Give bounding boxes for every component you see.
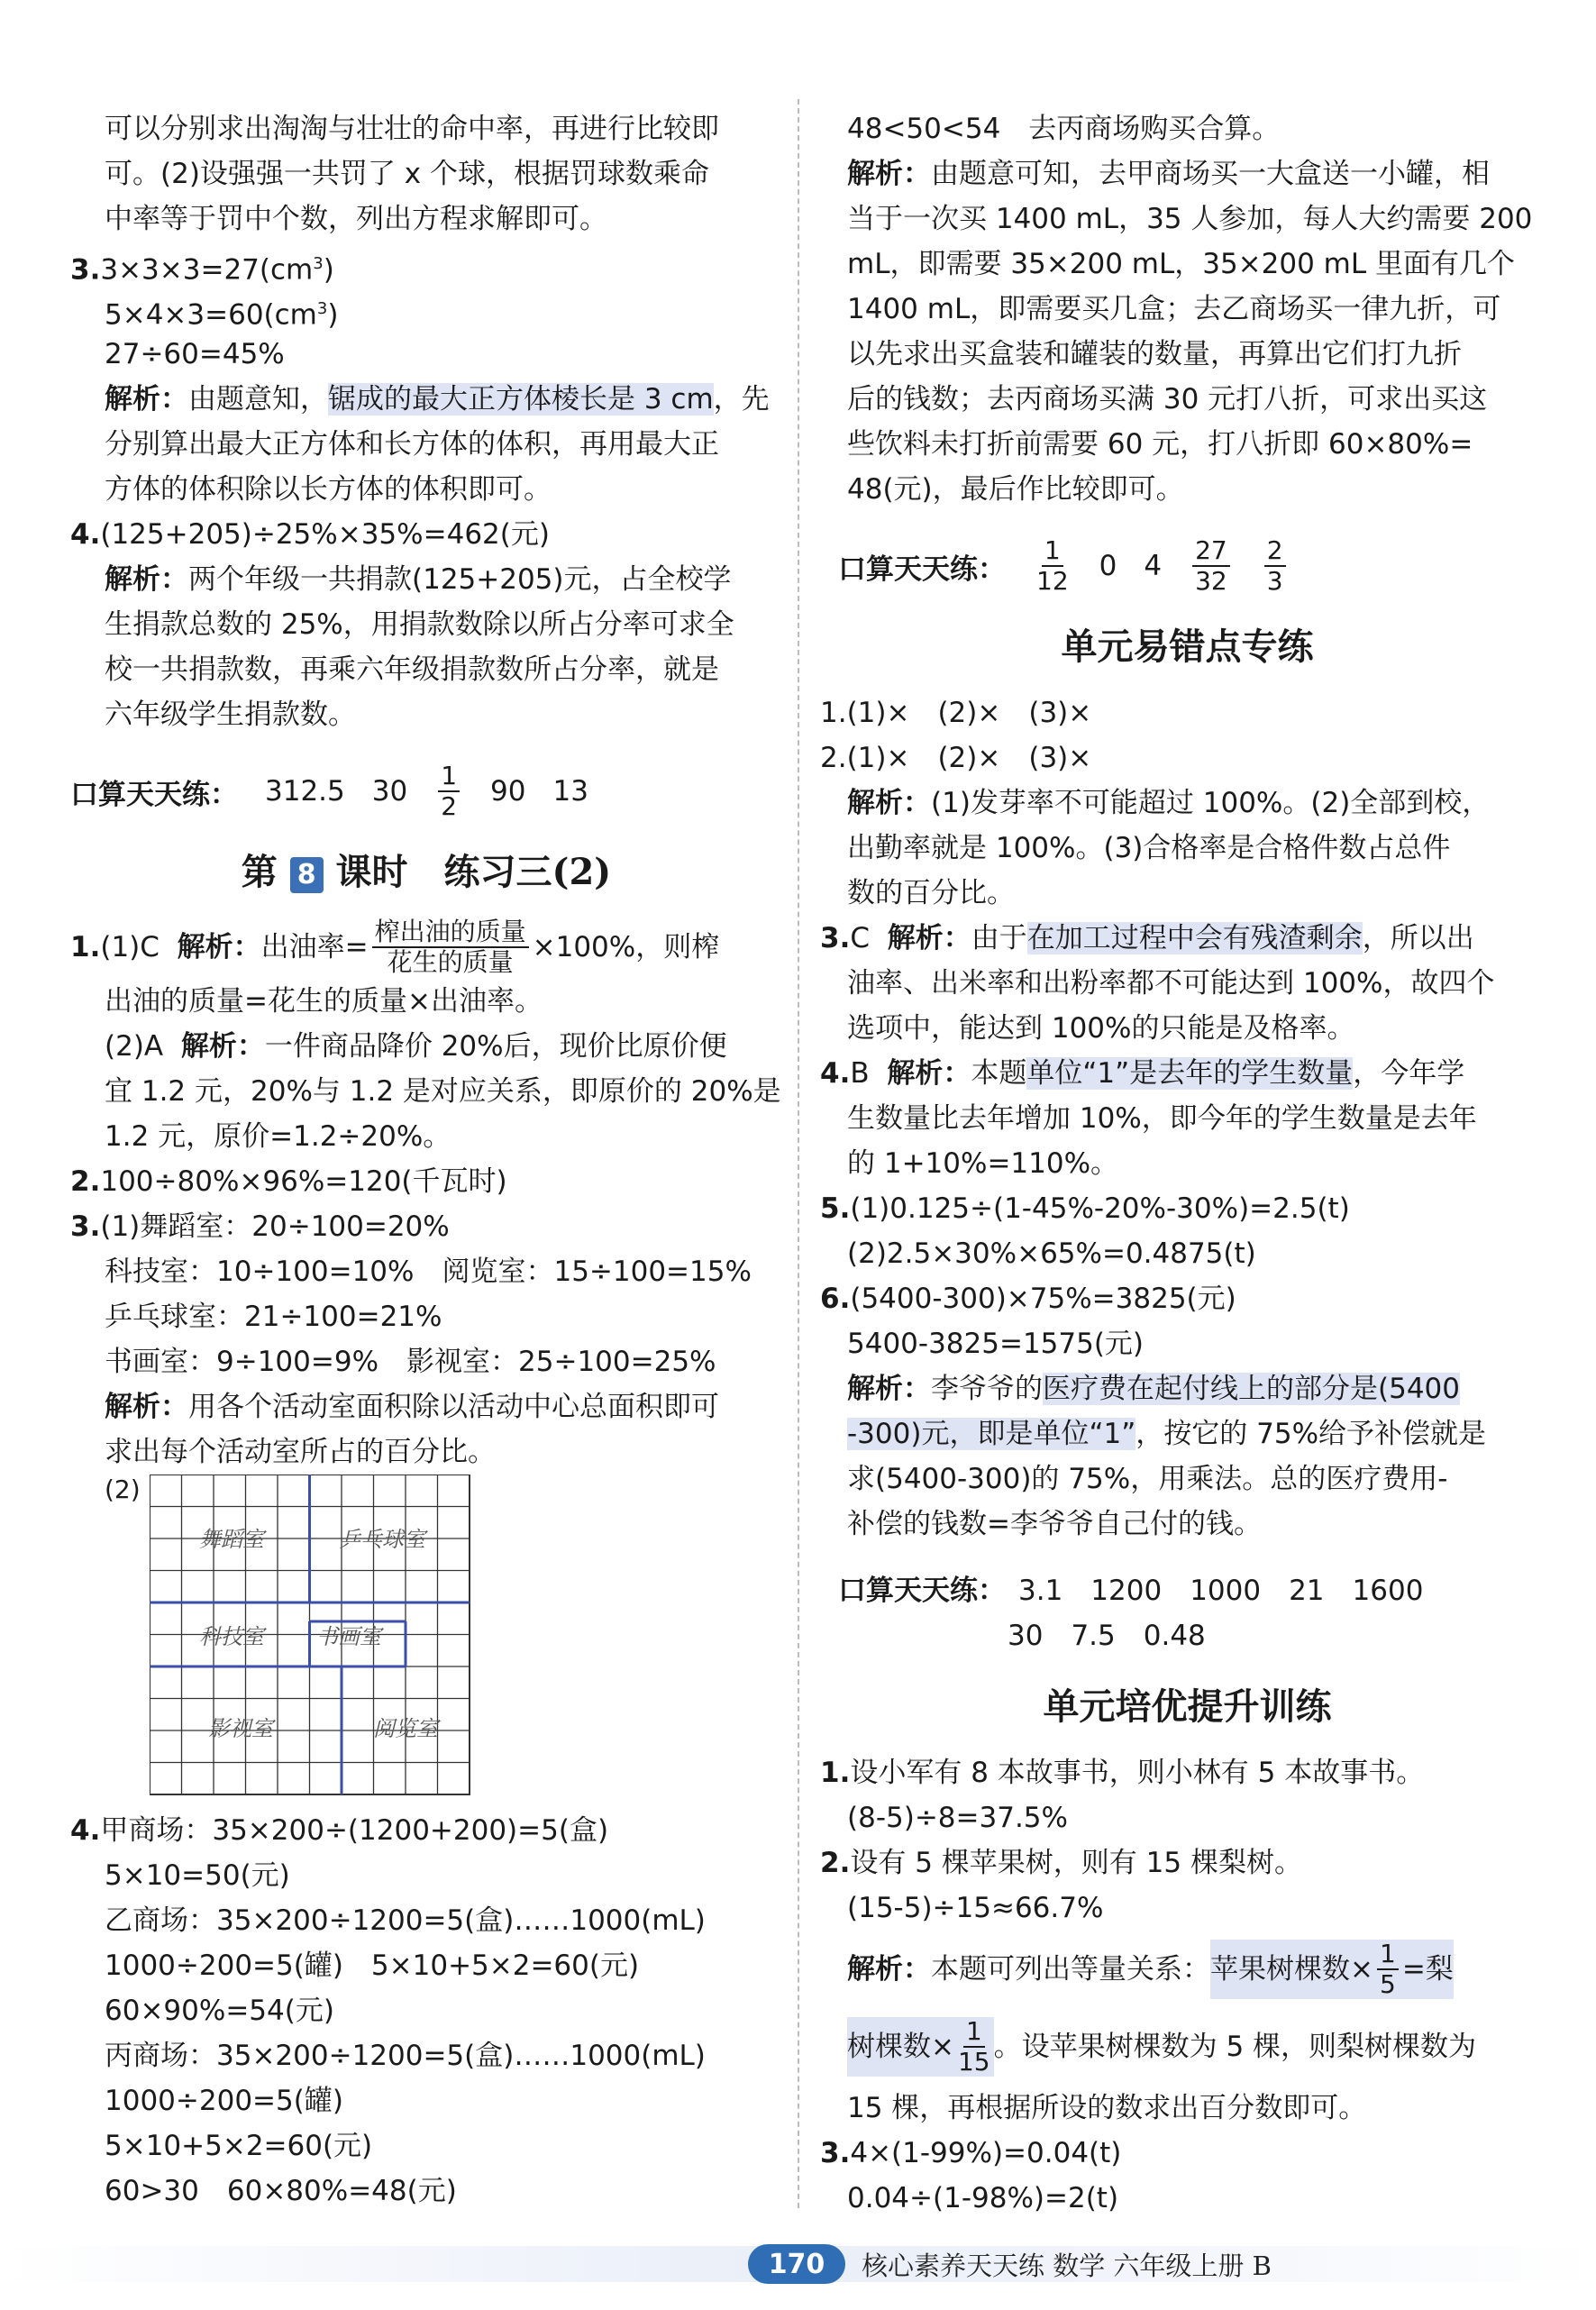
column-divider <box>798 99 799 2208</box>
text-line: 中率等于罚中个数，列出方程求解即可。 <box>105 203 607 235</box>
left-column <box>70 106 782 2214</box>
text-line: 5×10=50(元) <box>105 1859 290 1892</box>
text-line: 15 棵，再根据所设的数求出百分数即可。 <box>847 2092 1367 2124</box>
fraction: 榨出油的质量 花生的质量 <box>372 918 529 977</box>
text-line: 补偿的钱数=李爷爷自己付的钱。 <box>847 1508 1262 1540</box>
text-line: 48(元)，最后作比较即可。 <box>847 473 1184 506</box>
text-line: 树棵数× $\frac{1}{15}$ 。设苹果树棵数为 5 棵，则梨树棵数为 <box>847 2016 1477 2077</box>
grid-diagram <box>150 1475 528 1808</box>
fraction: 2 3 <box>1264 536 1286 596</box>
oral-practice: 口算天天练： 1 12 0 4 27 32 2 3 <box>838 537 1528 595</box>
text-line: 校一共捐款数，再乘六年级捐款数所占分率，就是 <box>105 653 719 686</box>
book-title: 核心素养天天练 数学 六年级上册 B <box>862 2250 1272 2281</box>
answer-3: 3.C 解析：由于在加工过程中会有残渣剩余，所以出 <box>820 922 1474 954</box>
text-line: 后的钱数；去丙商场买满 30 元打八折，可求出买这 <box>847 383 1488 415</box>
text-line: 科技室：10÷100=10% 阅览室：15÷100=15% <box>105 1255 752 1288</box>
text-line: 些饮料未打折前需要 60 元，打八折即 60×80%= <box>847 428 1473 461</box>
analysis: 解析：两个年级一共捐款(125+205)元，占全校学 <box>105 563 732 596</box>
section-title: 单元易错点专练 <box>1061 625 1314 668</box>
text-line: 出勤率就是 100%。(3)合格率是合格件数占总件 <box>847 832 1451 864</box>
text-line: 油率、出米率和出粉率都不可能达到 100%，故四个 <box>847 967 1495 1000</box>
lesson-answer-3: 3.(1)舞蹈室：20÷100=20% <box>70 1210 450 1243</box>
text-line: 1.2 元，原价=1.2÷20%。 <box>105 1120 451 1153</box>
text-line: 1000÷200=5(罐) 5×10+5×2=60(元) <box>105 1949 640 1982</box>
fraction: 27 32 <box>1192 536 1230 596</box>
text-line: 书画室：9÷100=9% 影视室：25÷100=25% <box>105 1346 716 1378</box>
text-line: 60>30 60×80%=48(元) <box>105 2175 457 2207</box>
lesson-answer-4: 4.甲商场：35×200÷(1200+200)=5(盒) <box>70 1814 609 1847</box>
lesson-title: 第 8 课时 练习三(2) <box>241 851 612 893</box>
fraction: $\frac{1}{5}$ <box>1377 1940 1399 1999</box>
text-line: 的 1+10%=110%。 <box>847 1147 1119 1180</box>
fraction: 1 12 <box>1036 535 1069 596</box>
fraction: 1 2 <box>438 762 460 821</box>
room-label: 舞蹈室 <box>199 1527 264 1552</box>
text-line: 可以分别求出淘淘与壮壮的命中率，再进行比较即 <box>105 113 719 145</box>
room-label: 影视室 <box>208 1716 273 1741</box>
text-line: 选项中，能达到 100%的只能是及格率。 <box>847 1012 1355 1045</box>
highlight: 锯成的最大正方体棱长是 3 cm <box>328 383 714 415</box>
highlight: 医疗费在起付线上的部分是(5400 <box>1043 1373 1460 1405</box>
lesson-answer-1: 1. (1)C 解析： 出油率= 榨出油的质量 花生的质量 ×100%，则榨 <box>70 917 720 977</box>
text-line: (2)2.5×30%×65%=0.4875(t) <box>847 1237 1256 1270</box>
analysis: 解析： 本题可列出等量关系： 苹果树棵数× $\frac{1}{5}$ =梨 <box>847 1939 1454 1999</box>
highlight: 在加工过程中会有残渣剩余 <box>1026 922 1363 954</box>
text-line: 5×10+5×2=60(元) <box>105 2130 373 2162</box>
text-line: 丙商场：35×200÷1200=5(盒)……1000(mL) <box>105 2040 706 2072</box>
text-line: 方体的体积除以长方体的体积即可。 <box>105 473 552 506</box>
answer-5: 5.(1)0.125÷(1-45%-20%-30%)=2.5(t) <box>820 1192 1350 1225</box>
analysis: 解析：由题意可知，去甲商场买一大盒送一小罐，相 <box>847 158 1490 190</box>
text-line: -300)元，即是单位“1”，按它的 75%给予补偿就是 <box>847 1418 1487 1450</box>
text-line: (15-5)÷15≈66.7% <box>847 1892 1104 1924</box>
oral-practice: 口算天天练： 3.1 1200 1000 21 1600 30 7.5 0.48 <box>838 1575 1424 1652</box>
text-line: 48<50<54 去丙商场购买合算。 <box>847 113 1281 145</box>
text-line: 可。(2)设强强一共罚了 x 个球，根据罚球数乘命 <box>105 158 709 190</box>
right-column <box>820 106 1533 2221</box>
text-line: 1400 mL，即需要买几盒；去乙商场买一律九折，可 <box>847 293 1501 325</box>
text-line: 1000÷200=5(罐) <box>105 2085 343 2117</box>
highlight: -300)元，即是单位“1” <box>847 1418 1136 1450</box>
text-line: 27÷60=45% <box>105 338 285 370</box>
text-line: mL，即需要 35×200 mL，35×200 mL 里面有几个 <box>847 248 1516 280</box>
text-line: 宜 1.2 元，20%与 1.2 是对应关系，即原价的 20%是 <box>105 1075 781 1108</box>
text-line: 2.(1)× (2)× (3)× <box>820 742 1092 774</box>
text-line: 当于一次买 1400 mL，35 人参加，每人大约需要 200 <box>847 203 1533 235</box>
text-line: 出油的质量=花生的质量×出油率。 <box>105 985 543 1018</box>
text-line: $5\times 4\times 3=60(cm^3)$ <box>105 298 339 332</box>
text-line: 0.04÷(1-98%)=2(t) <box>847 2182 1119 2214</box>
highlight: 苹果树棵数× $\frac{1}{5}$ =梨 <box>1210 1939 1454 1999</box>
answer-2: 2.设有 5 棵苹果树，则有 15 棵梨树。 <box>820 1847 1302 1879</box>
analysis: 解析：(1)发芽率不可能超过 100%。(2)全部到校， <box>847 787 1491 819</box>
text-line: 生捐款总数的 25%，用捐款数除以所占分率可求全 <box>105 608 734 641</box>
text-line: 求出每个活动室所占的百分比。 <box>105 1436 496 1468</box>
room-label: 乒乓球室 <box>339 1527 425 1552</box>
section-title: 单元培优提升训练 <box>1043 1685 1332 1728</box>
room-label: 阅览室 <box>373 1716 438 1741</box>
analysis: 解析：李爷爷的医疗费在起付线上的部分是(5400 <box>847 1373 1460 1405</box>
answer-1: 1.设小军有 8 本故事书，则小林有 5 本故事书。 <box>820 1757 1425 1789</box>
text-line: 5400-3825=1575(元) <box>847 1328 1145 1360</box>
room-label: 书画室 <box>316 1624 381 1649</box>
text-line: 1.(1)× (2)× (3)× <box>820 697 1092 729</box>
fraction: $\frac{1}{15}$ <box>957 2016 990 2077</box>
text-line: 分别算出最大正方体和长方体的体积，再用最大正 <box>105 428 719 461</box>
answer-4: 4.B 解析：本题单位“1”是去年的学生数量，今年学 <box>820 1057 1465 1090</box>
text-line: 六年级学生捐款数。 <box>105 698 356 731</box>
text-line: 乒乓球室：21÷100=21% <box>105 1301 442 1333</box>
text-line: 数的百分比。 <box>847 877 1015 909</box>
lesson-answer-2: 2.100÷80%×96%=120(千瓦时) <box>70 1165 507 1198</box>
highlight: 单位“1”是去年的学生数量 <box>1026 1057 1354 1090</box>
text-line: 求(5400-300)的 75%，用乘法。总的医疗费用- <box>847 1463 1448 1495</box>
oral-practice: 口算天天练： 312.5 30 1 2 90 13 <box>70 761 588 821</box>
text-line: 生数量比去年增加 10%，即今年的学生数量是去年 <box>847 1102 1477 1135</box>
analysis: 解析：由题意知，锯成的最大正方体棱长是 3 cm，先 <box>105 383 770 415</box>
answer-4: 4.(125+205)÷25%×35%=462(元) <box>70 518 550 551</box>
text-line: (2)A 解析：一件商品降价 20%后，现价比原价便 <box>105 1030 727 1063</box>
text-line: (8-5)÷8=37.5% <box>847 1802 1068 1834</box>
footer <box>748 2242 1272 2286</box>
answer-3: $3.3\times 3\times 3=27(cm^3)$ <box>70 253 334 287</box>
page-number: 170 <box>748 2244 845 2284</box>
highlight: 树棵数× $\frac{1}{15}$ <box>847 2017 994 2077</box>
room-layout-grid: (2) 舞蹈室 乒乓球室 科技室 书画室 影视室 阅览室 <box>70 1475 782 1808</box>
text-line: 乙商场：35×200÷1200=5(盒)……1000(mL) <box>105 1904 706 1937</box>
text-line: 以先求出买盒装和罐装的数量，再算出它们打九折 <box>847 338 1462 370</box>
answer-6: 6.(5400-300)×75%=3825(元) <box>820 1283 1236 1315</box>
analysis: 解析：用各个活动室面积除以活动中心总面积即可 <box>105 1391 719 1423</box>
room-label: 科技室 <box>199 1624 264 1649</box>
text-line: 60×90%=54(元) <box>105 1995 334 2027</box>
answer-3: 3.4×(1-99%)=0.04(t) <box>820 2137 1122 2169</box>
